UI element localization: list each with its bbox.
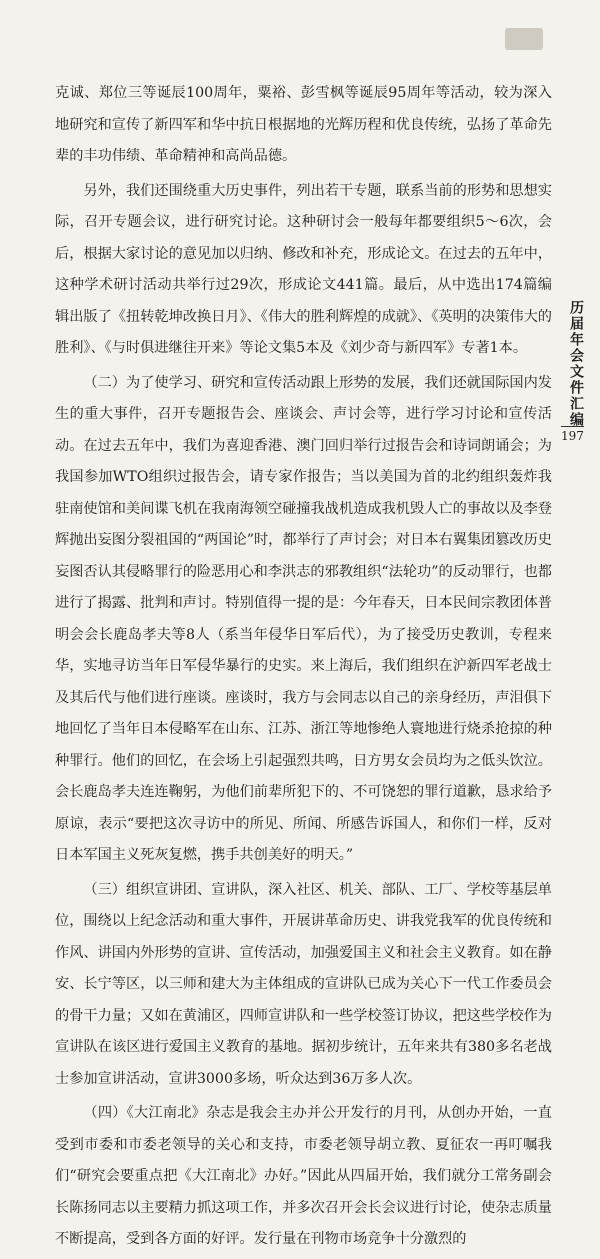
running-side-title: 历届年会文件汇编 <box>568 300 584 428</box>
paragraph-section-4: （四）《大江南北》杂志是我会主办并公开发行的月刊，从创办开始，一直受到市委和市委老领导的关心和支持，市委老领导胡立教、夏征农一再叮嘱我们“研究会要重点把《大江南北》办好。”因此从四届开始，我们就分工常务副会长陈扬同志以主要精力抓这项工作，并多次召开会长会议进行讨论，使杂志质量不断提高，受到各方面的好评。发行量在刊物市场竞争十分激烈的 <box>55 1105 552 1247</box>
paragraph-continuation: 克诚、郑位三等诞辰100周年，粟裕、彭雪枫等诞辰95周年等活动，较为深入地研究和宣传了新四军和华中抗日根据地的光辉历程和优良传统，弘扬了革命先辈的丰功伟绩、革命精神和高尚品德。 <box>55 85 552 164</box>
page-number: 197 <box>561 426 584 443</box>
page-body <box>55 78 552 1259</box>
paragraph-section-2: （二）为了使学习、研究和宣传活动跟上形势的发展，我们还就国际国内发生的重大事件，召开专题报告会、座谈会、声讨会等，进行学习讨论和宣传活动。在过去五年中，我们为喜迎香港、澳门回归举行过报告会和诗词朗诵会；为我国参加WTO组织过报告会，请专家作报告；当以美国为首的北约组织轰炸我驻南使馆和美间谍飞机在我南海领空碰撞我战机造成我机毁人亡的事故以及李登辉抛出妄图分裂祖国的“两国论”时，都举行了声讨会；对日本右翼集团篡改历史妄图否认其侵略罪行的险恶用心和李洪志的邪教组织“法轮功”的反动罪行，也都进行了揭露、批判和声讨。特别值得一提的是：今年春天，日本民间宗教团体普明会会长鹿岛孝夫等8人（系当年侵华日军后代），为了接受历史教训，专程来华，实地寻访当年日军侵华暴行的史实。来上海后，我们组织在沪新四军老战士及其后代与他们进行座谈。座谈时，我方与会同志以自己的亲身经历，声泪俱下地回忆了当年日本侵略军在山东、江苏、浙江等地惨绝人寰地进行烧杀抢掠的种种罪行。他们的回忆，在会场上引起强烈共鸣，日方男女会员均为之低头饮泣。会长鹿岛孝夫连连鞠躬，为他们前辈所犯下的、不可饶恕的罪行道歉，恳求给予原谅，表示“要把这次寻访中的所见、所闻、所感告诉国人，和你们一样，反对日本军国主义死灰复燃，携手共创美好的明天。” <box>55 374 552 863</box>
header-logo-mark <box>505 28 543 50</box>
paragraph-seminars: 另外，我们还围绕重大历史事件，列出若干专题，联系当前的形势和思想实际，召开专题会议，进行研究讨论。这种研讨会一般每年都要组织5～6次，会后，根据大家讨论的意见加以归纳、修改和补充，形成论文。在过去的五年中，这种学术研讨活动共举行过29次，形成论文441篇。最后，从中选出174篇编辑出版了《扭转乾坤改换日月》、《伟大的胜利辉煌的成就》、《英明的决策伟大的胜利》、《与时俱进继往开来》等论文集5本及《刘少奇与新四军》专著1本。 <box>55 182 552 356</box>
paragraph-section-3: （三）组织宣讲团、宣讲队，深入社区、机关、部队、工厂、学校等基层单位，围绕以上纪念活动和重大事件，开展讲革命历史、讲我党我军的优良传统和作风、讲国内外形势的宣讲、宣传活动，加强爱国主义和社会主义教育。如在静安、长宁等区，以三师和建大为主体组成的宣讲队已成为关心下一代工作委员会的骨干力量；又如在黄浦区，四师宣讲队和一些学校签订协议，把这些学校作为宣讲队在该区进行爱国主义教育的基地。据初步统计，五年来共有380多名老战士参加宣讲活动，宣讲3000多场，听众达到36万多人次。 <box>55 881 552 1087</box>
